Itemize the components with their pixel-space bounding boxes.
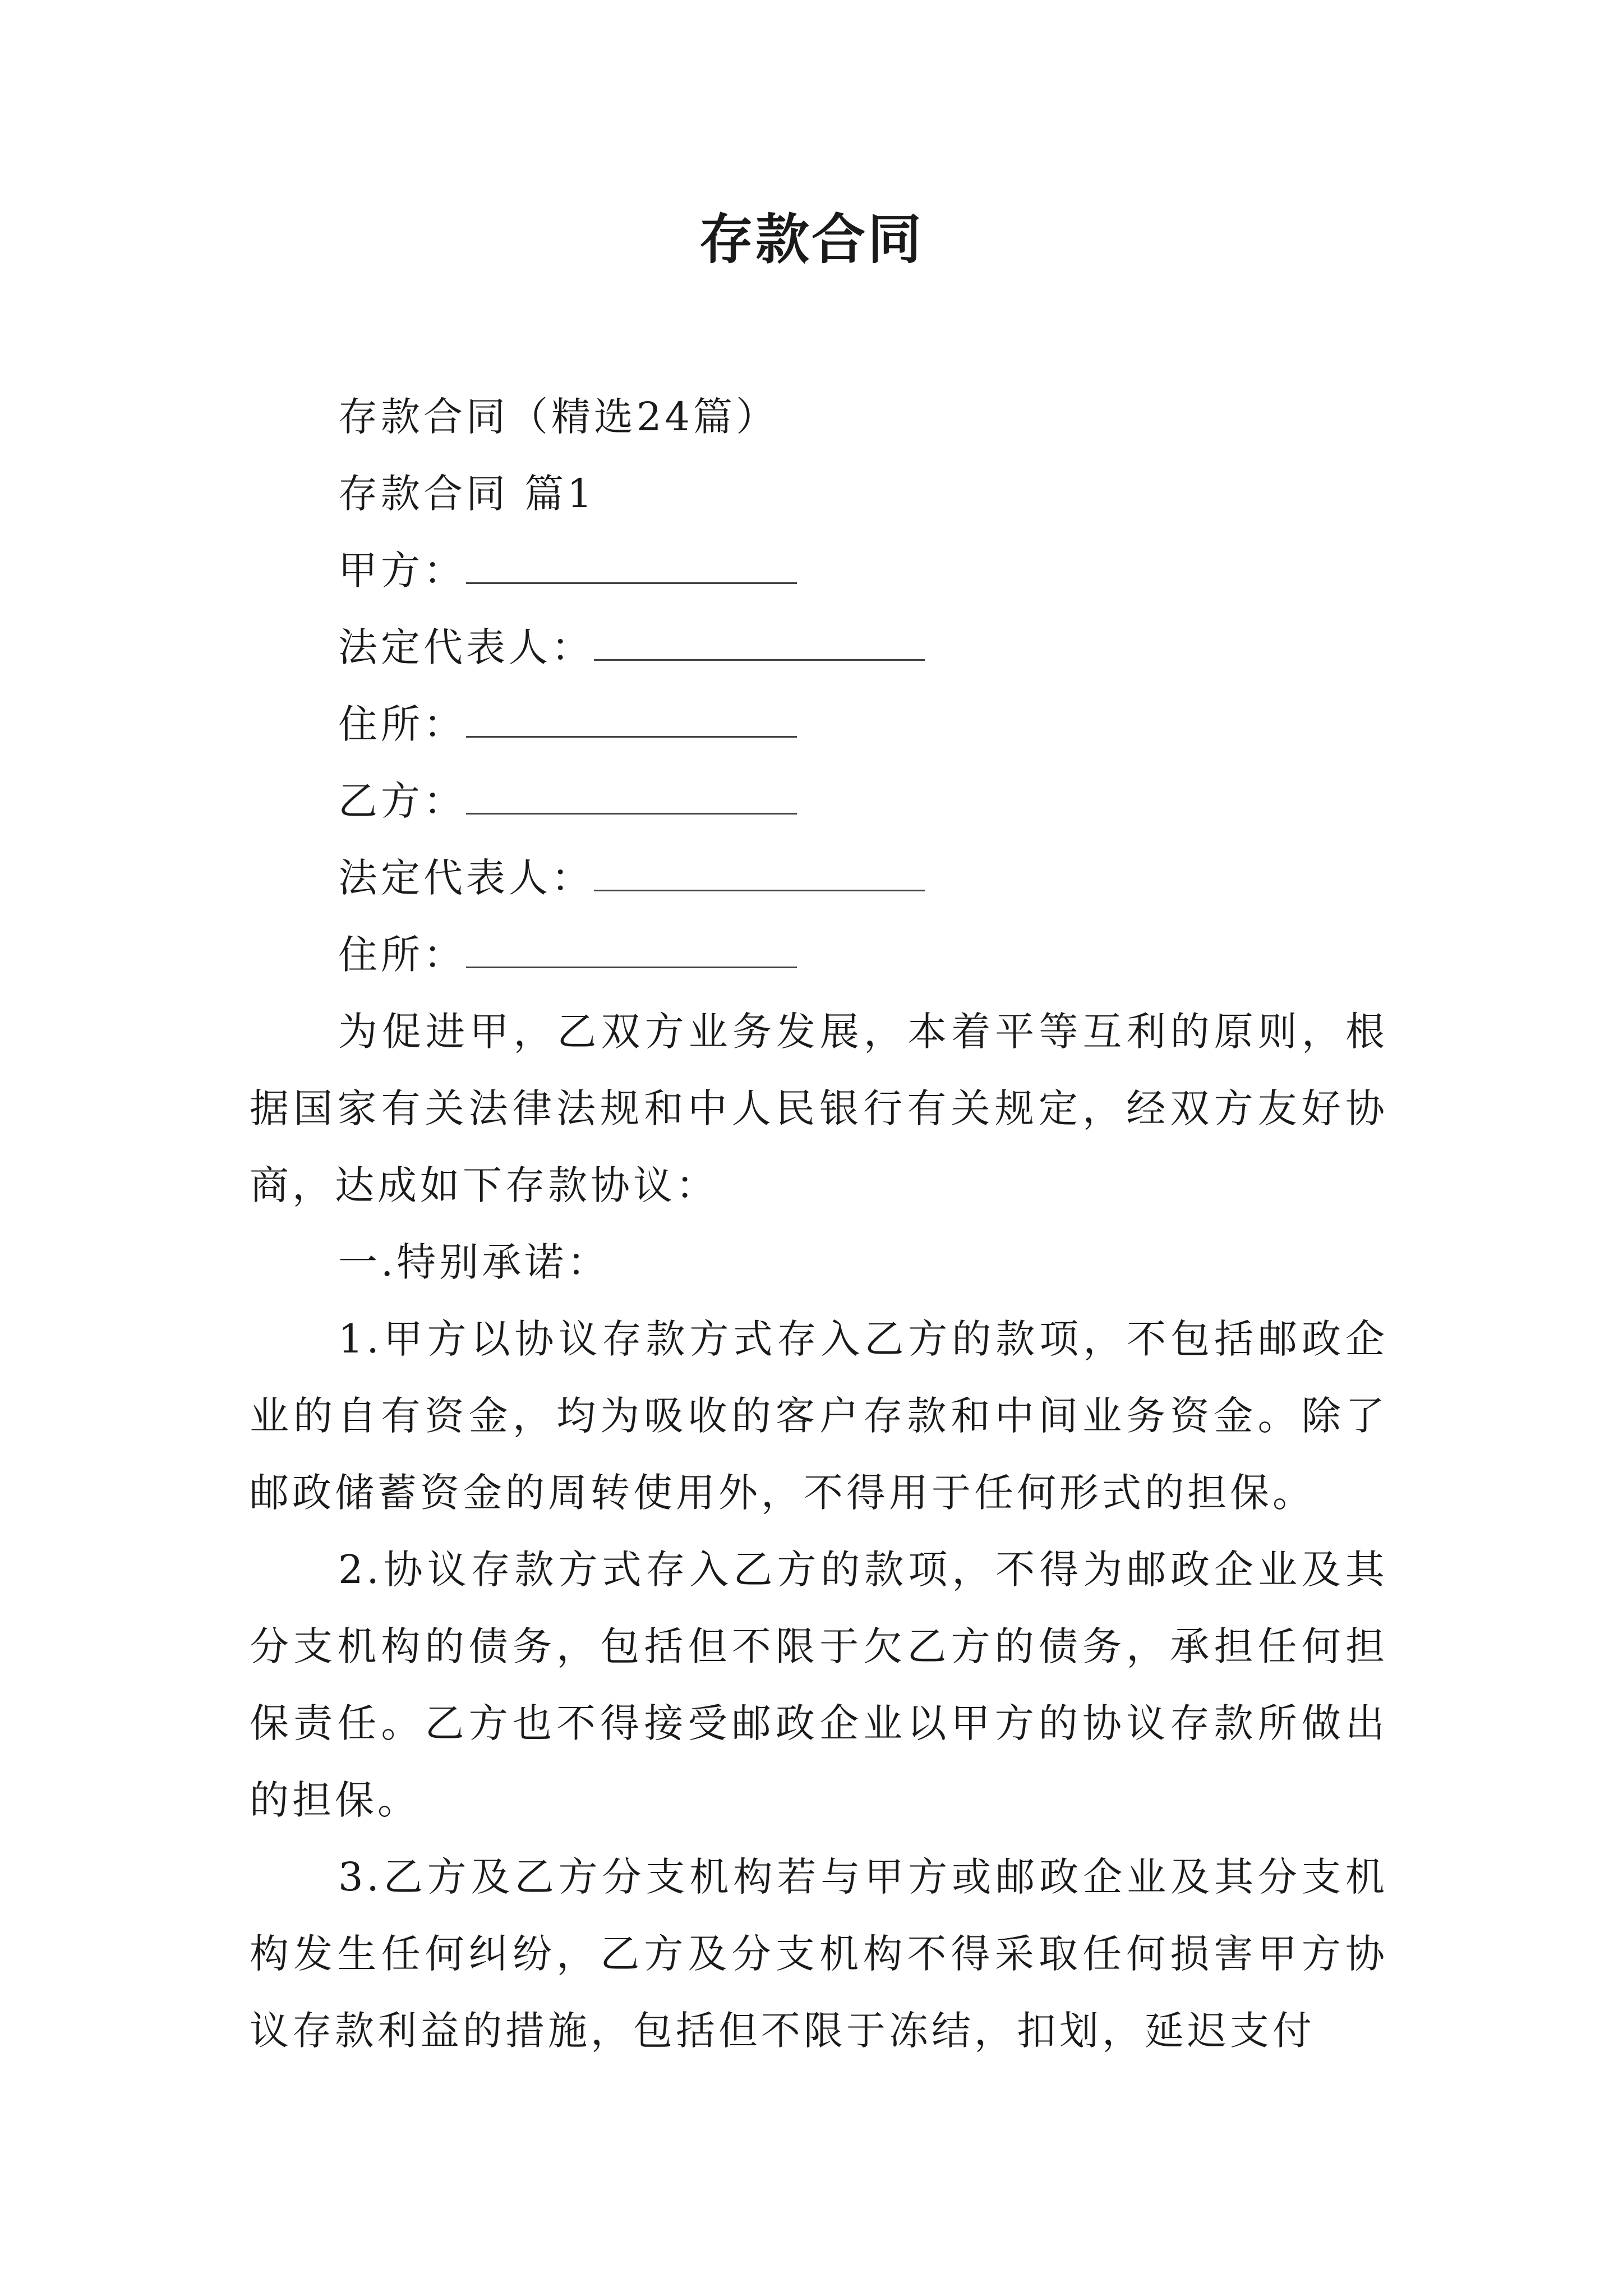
fill-in-blank: [594, 862, 925, 891]
clause-paragraph: 3.乙方及乙方分支机构若与甲方或邮政企业及其分支机构发生任何纠纷，乙方及分支机构不得采取任何损害甲方协议存款利益的措施，包括但不限于冻结，扣划，延迟支付: [250, 1854, 1388, 2054]
party-b-legal-rep-field: [250, 840, 1388, 917]
fill-in-blank: [466, 938, 797, 968]
field-label: 法定代表人：: [338, 855, 594, 901]
party-b-field: [250, 763, 1388, 840]
clause-paragraph: 1.甲方以协议存款方式存入乙方的款项，不包括邮政企业的自有资金，均为吸收的客户存款和中间业务资金。除了邮政储蓄资金的周转使用外，不得用于任何形式的担保。: [250, 1316, 1388, 1516]
party-a-address-field: [250, 686, 1388, 763]
field-label: 法定代表人：: [338, 624, 594, 670]
fill-in-blank: [594, 631, 925, 661]
document-title: 存款合同: [699, 208, 924, 271]
preamble-paragraph: 为促进甲，乙双方业务发展，本着平等互利的原则，根据国家有关法律法规和中人民银行有关规定，经双方友好协商，达成如下存款协议：: [250, 1009, 1388, 1208]
party-a-legal-rep-field: [250, 609, 1388, 686]
field-label: 甲方：: [338, 547, 466, 593]
fill-in-blank: [466, 708, 797, 738]
party-a-field: [250, 532, 1388, 609]
fill-in-blank: [466, 554, 797, 584]
field-label: 乙方：: [338, 778, 466, 824]
field-label: 住所：: [338, 932, 466, 978]
party-b-address-field: [250, 917, 1388, 993]
clause-heading: 一.特别承诺：: [338, 1239, 610, 1285]
clause-paragraph: 2.协议存款方式存入乙方的款项，不得为邮政企业及其分支机构的债务，包括但不限于欠乙方的债务，承担任何担保责任。乙方也不得接受邮政企业以甲方的协议存款所做出的担保。: [250, 1547, 1388, 1823]
document-subtitle: 存款合同（精选24篇）: [338, 394, 779, 440]
section-heading: 存款合同 篇1: [338, 471, 596, 517]
document-body: [250, 379, 1388, 2069]
field-label: 住所：: [338, 701, 466, 747]
fill-in-blank: [466, 785, 797, 815]
